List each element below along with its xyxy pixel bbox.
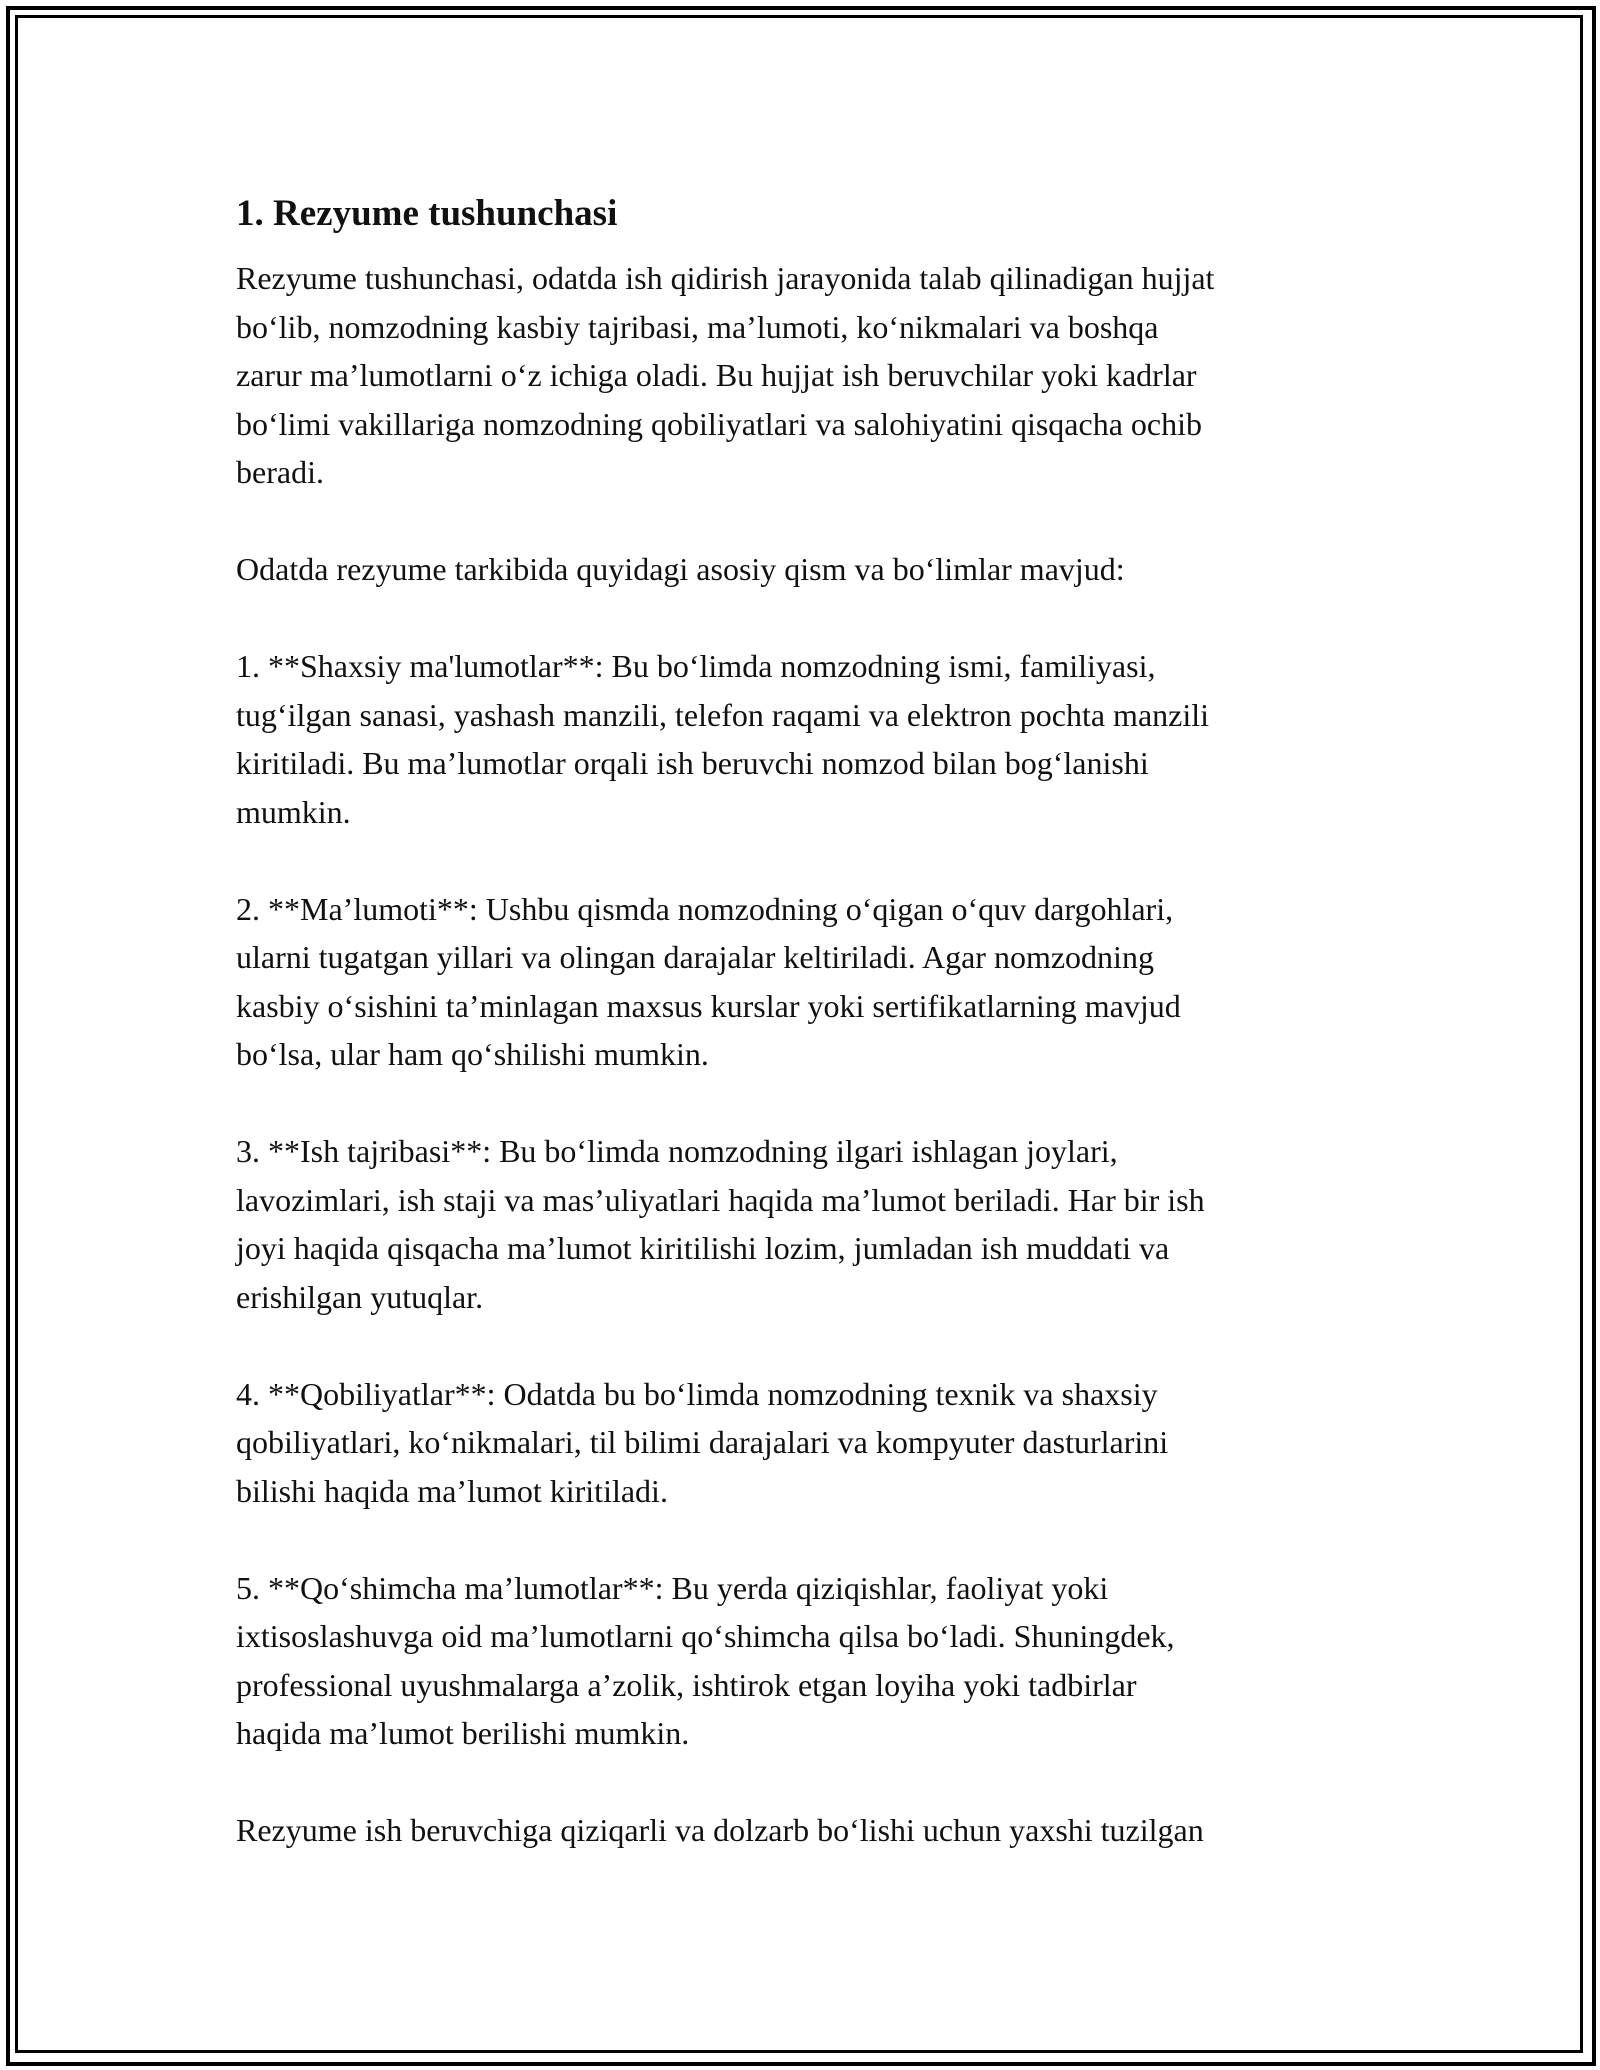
paragraph-skills: 4. **Qobiliyatlar**: Odatda bu bo‘limda nomzodning texnik va shaxsiy qobiliyatlari, ko‘nikmalari, til bilimi darajalari va kompyuter dasturlarini bilishi haqida ma’lumot kiritiladi. <box>236 1375 1169 1509</box>
paragraph-work-experience: 3. **Ish tajribasi**: Bu bo‘limda nomzodning ilgari ishlagan joylari, lavozimlari, ish staji va mas’uliyatlari haqida ma’lumot beriladi. Har bir ish joyi haqida qisqacha ma’lumot kiritilishi lozim, jumladan ish muddati va erishilgan yutuqlar. <box>236 1133 1205 1315</box>
paragraph-sections-lead: Odatda rezyume tarkibida quyidagi asosiy qism va bo‘limlar mavjud: <box>236 551 1125 587</box>
paragraph-intro: Rezyume tushunchasi, odatda ish qidirish jarayonida talab qilinadigan hujjat bo‘lib, nomzodning kasbiy tajribasi, ma’lumoti, ko‘nikmalari va boshqa zarur ma’lumotlarni o‘z ichiga oladi. Bu hujjat ish beruvchilar yoki kadrlar bo‘limi vakillariga nomzodning qobiliyatlari va salohiyatini qisqacha ochib beradi. <box>236 260 1215 490</box>
paragraph-closing: Rezyume ish beruvchiga qiziqarli va dolzarb bo‘lishi uchun yaxshi tuzilgan <box>236 1812 1204 1848</box>
paragraph-additional-info: 5. **Qo‘shimcha ma’lumotlar**: Bu yerda qiziqishlar, faoliyat yoki ixtisoslashuvga oid ma’lumotlarni qo‘shimcha qilsa bo‘ladi. Shuningdek, professional uyushmalarga a’zolik, ishtirok etgan loyiha yoki tadbirlar haqida ma’lumot berilishi mumkin. <box>236 1569 1175 1751</box>
document-title: 1. Rezyume tushunchasi <box>236 193 618 234</box>
paragraph-education: 2. **Ma’lumoti**: Ushbu qismda nomzodning o‘qigan o‘quv dargohlari, ularni tugatgan yillari va olingan darajalar keltiriladi. Agar nomzodning kasbiy o‘sishini ta’minlagan maxsus kurslar yoki sertifikatlarning mavjud bo‘lsa, ular ham qo‘shilishi mumkin. <box>236 890 1181 1072</box>
paragraph-personal-info: 1. **Shaxsiy ma'lumotlar**: Bu bo‘limda nomzodning ismi, familiyasi, tug‘ilgan sanasi, yashash manzili, telefon raqami va elektron pochta manzili kiritiladi. Bu ma’lumotlar orqali ish beruvchi nomzod bilan bog‘lanishi mumkin. <box>236 648 1210 830</box>
document-body <box>236 186 1366 1855</box>
